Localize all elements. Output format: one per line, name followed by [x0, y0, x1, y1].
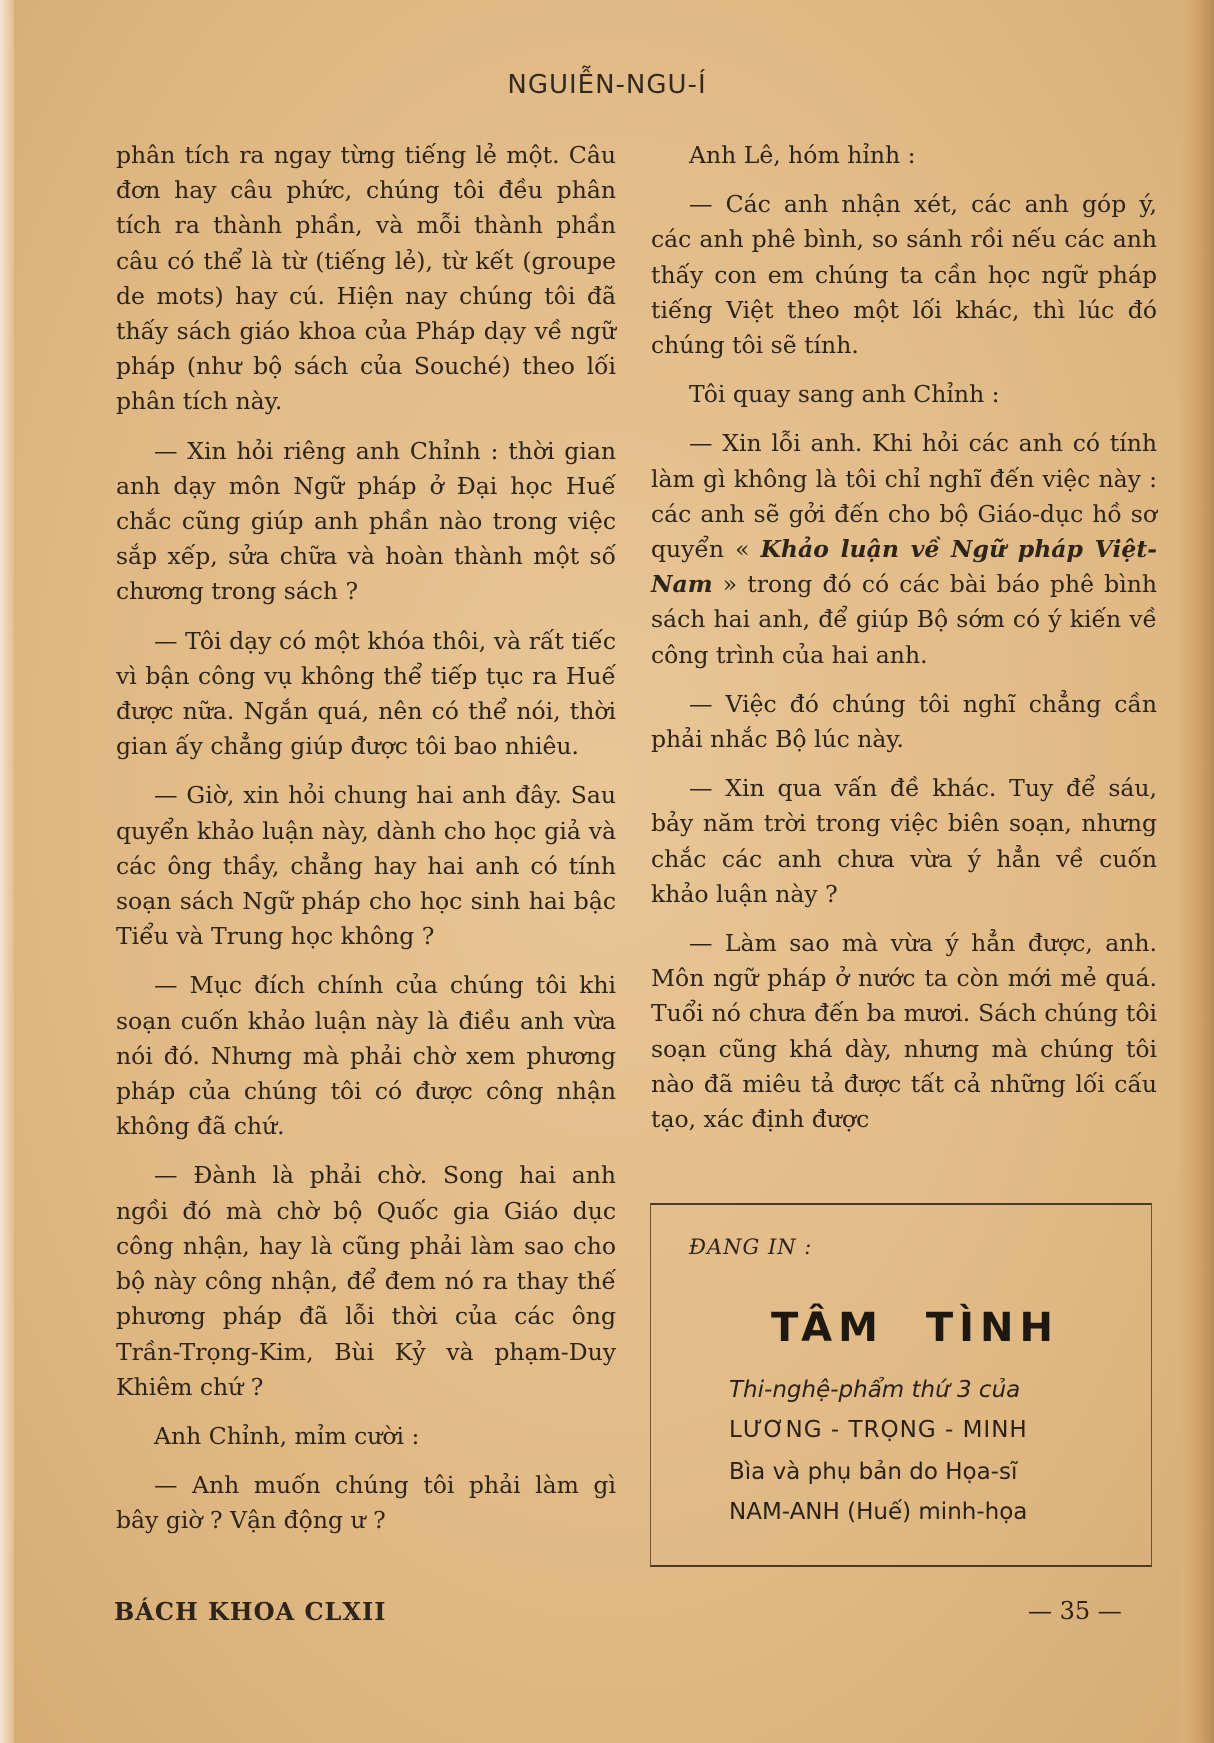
- paragraph: — Các anh nhận xét, các anh góp ý, các anh phê bình, so sánh rồi nếu các anh thấy con em chúng ta cần học ngữ pháp tiếng Việt theo một lối khác, thì lúc đó chúng tôi sẽ tính.: [651, 190, 1157, 360]
- book-title: Khảo luận về Ngữ pháp Việt-Nam: [651, 535, 1157, 599]
- paragraph: — Xin hỏi riêng anh Chỉnh : thời gian anh dạy môn Ngữ pháp ở Đại học Huế chắc cũng giúp anh phần nào trong việc sắp xếp, sửa chữa và hoàn thành một số chương trong sách ?: [116, 436, 616, 606]
- left-column: [116, 138, 616, 1553]
- paragraph: — Tôi dạy có một khóa thôi, và rất tiếc vì bận công vụ không thể tiếp tục ra Huế được nữa. Ngắn quá, nên có thể nói, thời gian ấy chẳng giúp được tôi bao nhiêu.: [116, 626, 616, 761]
- paragraph: — Việc đó chúng tôi nghĩ chẳng cần phải nhắc Bộ lúc này.: [651, 689, 1157, 754]
- running-head: NGUIỄN-NGU-Í: [507, 70, 707, 100]
- paragraph: Tôi quay sang anh Chỉnh :: [689, 380, 1000, 409]
- ad-label: ĐANG IN :: [689, 1235, 813, 1259]
- paragraph-text: — Xin lỗi anh. Khi hỏi các anh có tính làm gì không là tôi chỉ nghĩ đến việc này : các anh sẽ gởi đến cho bộ Giáo-dục hồ sơ quyển «: [651, 429, 1157, 564]
- ad-credit: Bìa và phụ bản do Họa-sĩ: [729, 1459, 1018, 1485]
- page-right-edge: [1180, 0, 1214, 1743]
- paragraph: Anh Lê, hóm hỉnh :: [689, 141, 916, 169]
- paragraph: — Mục đích chính của chúng tôi khi soạn cuốn khảo luận này là điều anh vừa nói đó. Nhưng mà phải chờ xem phương pháp của chúng tôi có được công nhận không đã chứ.: [116, 971, 616, 1141]
- ad-author: LƯƠNG - TRỌNG - MINH: [729, 1417, 1028, 1443]
- ad-subtitle: Thi-nghệ-phẩm thứ 3 của: [729, 1377, 1021, 1403]
- paragraph: [651, 426, 1157, 672]
- footer-publication: BÁCH KHOA CLXII: [114, 1597, 387, 1626]
- paragraph: — Giờ, xin hỏi chung hai anh đây. Sau quyển khảo luận này, dành cho học giả và các ông thầy, chẳng hay hai anh có tính soạn sách Ngữ pháp cho học sinh hai bậc Tiểu và Trung học không ?: [116, 781, 616, 951]
- paragraph: — Anh muốn chúng tôi phải làm gì bây giờ ? Vận động ư ?: [116, 1471, 616, 1535]
- paragraph: Anh Chỉnh, mỉm cười :: [154, 1421, 420, 1450]
- ad-title: TÂM TÌNH: [771, 1305, 1059, 1351]
- paragraph-text: » trong đó có các bài báo phê bình sách hai anh, để giúp Bộ sớm có ý kiến về công trình của hai anh.: [651, 570, 1157, 669]
- page-number: — 35 —: [1028, 1597, 1122, 1625]
- paragraph: — Xin qua vấn đề khác. Tuy để sáu, bảy năm trời trong việc biên soạn, nhưng chắc các anh chưa vừa ý hẳn về cuốn khảo luận này ?: [651, 774, 1157, 908]
- ad-illustrator: NAM-ANH (Huế) minh-họa: [729, 1499, 1028, 1525]
- paragraph: — Làm sao mà vừa ý hẳn được, anh. Môn ngữ pháp ở nước ta còn mới mẻ quá. Tuổi nó chưa đến ba mươi. Sách chúng tôi soạn cũng khá dày, nhưng mà chúng tôi nào đã miêu tả được tất cả những lối cấu tạo, xác định được: [651, 929, 1157, 1134]
- paragraph: — Đành là phải chờ. Song hai anh ngồi đó mà chờ bộ Quốc gia Giáo dục công nhận, hay là cũng phải làm sao cho bộ này công nhận, để đem nó ra thay thế phương pháp đã lỗi thời của các ông Trần-Trọng-Kim, Bùi Kỷ và phạm-Duy Khiêm chứ ?: [116, 1161, 616, 1401]
- page-left-edge: [0, 0, 14, 1743]
- right-column: [651, 138, 1157, 1151]
- paragraph: phân tích ra ngay từng tiếng lẻ một. Câu đơn hay câu phức, chúng tôi đều phân tích ra thành phần, và mỗi thành phần câu có thể là từ (tiếng lẻ), từ kết (groupe de mots) hay cú. Hiện nay chúng tôi đã thấy sách giáo khoa của Pháp dạy về ngữ pháp (như bộ sách của Souché) theo lối phân tích này.: [116, 141, 616, 416]
- advertisement-box: [650, 1203, 1152, 1567]
